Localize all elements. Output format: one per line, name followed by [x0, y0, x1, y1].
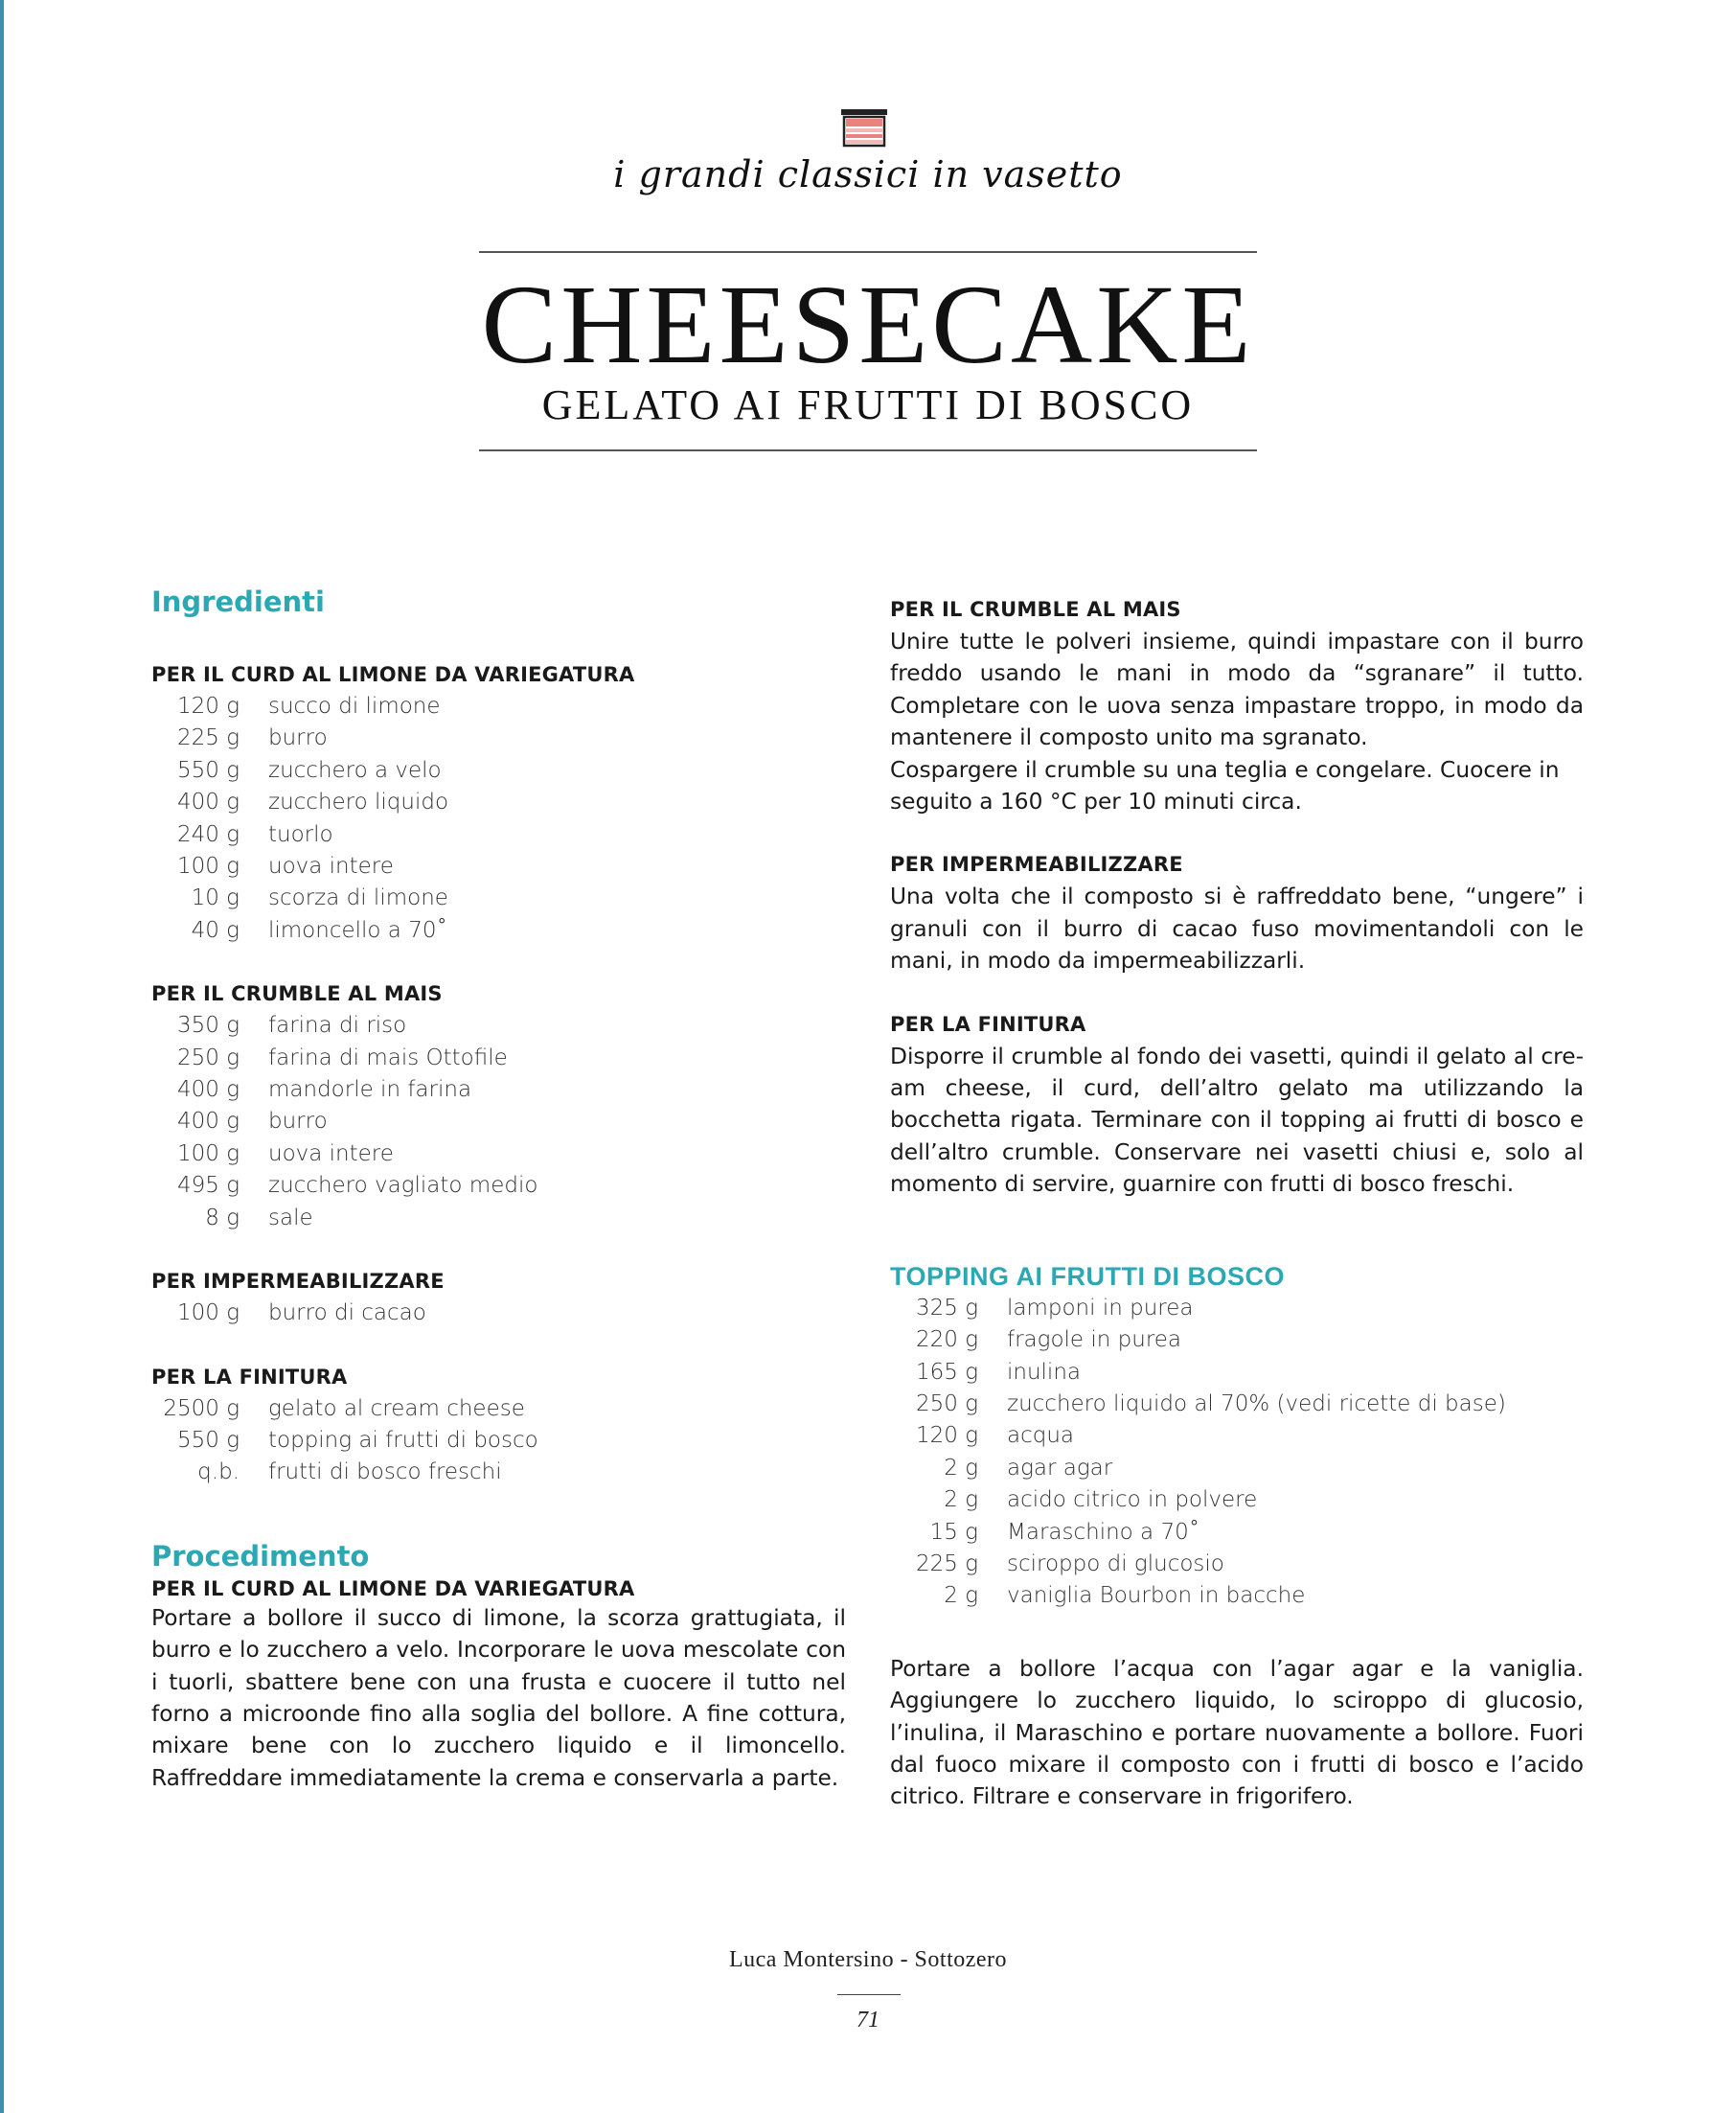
- step-title: PER IMPERMEABILIZZARE: [890, 853, 1183, 877]
- ingredient-quantity: 40 g: [191, 917, 240, 943]
- ingredient-row: [151, 1457, 846, 1488]
- ingredient-row: [151, 691, 846, 723]
- ingredient-quantity: 240 g: [176, 821, 240, 847]
- ingredient-row: [890, 1549, 1584, 1580]
- ingredient-row: [151, 1170, 846, 1202]
- ingredient-name: burro: [268, 1109, 328, 1135]
- right-column: [890, 594, 1584, 1813]
- footer-credit: Luca Montersino - Sottozero: [728, 1947, 1008, 1972]
- ingredients-heading: Ingredienti: [151, 586, 325, 618]
- step-title: PER IL CURD AL LIMONE DA VARIEGATURA: [151, 1576, 635, 1600]
- ingredient-quantity: 495 g: [176, 1173, 240, 1199]
- ingredient-name: uova intere: [268, 1140, 394, 1166]
- ingredient-name: zucchero liquido: [268, 790, 449, 815]
- series-title: i grandi classici in vasetto: [613, 153, 1123, 195]
- ingredient-row: [890, 1580, 1584, 1612]
- ingredient-name: fragole in purea: [1007, 1327, 1182, 1353]
- topping-text: Portare a bollore l’acqua con l’agar agar e la vaniglia. Aggiungere lo zucchero liquido, lo sciroppo di glucosio, l’inulina, il Maraschino e portare nuovamente a bollore. Fuori dal fuoco mixare il composto con i frutti di bosco e l’acido citrico. Filtrare e conservare in frigorifero.: [890, 1655, 1584, 1810]
- cake-jar-icon: [835, 105, 893, 151]
- ingredient-name: sale: [268, 1205, 313, 1230]
- section-title: PER IMPERMEABILIZZARE: [151, 1270, 445, 1294]
- ingredient-row: [151, 1138, 846, 1170]
- ingredient-list: [151, 691, 846, 947]
- ingredient-quantity: 165 g: [915, 1359, 978, 1385]
- ingredient-quantity: 2 g: [944, 1487, 978, 1513]
- step-title: PER LA FINITURA: [890, 1012, 1086, 1036]
- ingredient-row: [890, 1517, 1584, 1549]
- step-text: Una volta che il composto si è raffreddato bene, “ungere” i granuli con il burro di cacao fuso movimentandoli con le mani, in modo da impermeabilizzarli.: [890, 884, 1584, 975]
- ingredient-name: farina di mais Ottofile: [268, 1045, 508, 1070]
- ingredient-quantity: 220 g: [915, 1327, 978, 1353]
- recipe-title: CHEESECAKE: [481, 262, 1255, 387]
- ingredient-quantity: 250 g: [176, 1045, 240, 1070]
- ingredient-name: tuorlo: [268, 821, 333, 847]
- ingredient-name: lamponi in purea: [1007, 1295, 1194, 1321]
- ingredient-quantity: 2 g: [944, 1583, 978, 1609]
- title-bottom-rule: [479, 449, 1257, 451]
- ingredient-quantity: q.b.: [197, 1459, 240, 1485]
- ingredient-name: vaniglia Bourbon in bacche: [1007, 1583, 1306, 1609]
- ingredient-row: [151, 1425, 846, 1457]
- ingredient-quantity: 400 g: [176, 790, 240, 815]
- ingredient-name: burro: [268, 725, 328, 751]
- ingredient-row: [151, 1074, 846, 1106]
- ingredient-row: [890, 1420, 1584, 1452]
- section-title: PER IL CURD AL LIMONE DA VARIEGATURA: [151, 663, 635, 686]
- ingredient-quantity: 350 g: [176, 1013, 240, 1039]
- ingredient-quantity: 400 g: [176, 1077, 240, 1103]
- ingredient-quantity: 120 g: [176, 694, 240, 719]
- ingredient-name: acqua: [1007, 1423, 1075, 1449]
- ingredient-name: zucchero a velo: [268, 757, 442, 783]
- ingredient-row: [151, 915, 846, 947]
- ingredient-name: zucchero vagliato medio: [268, 1173, 538, 1199]
- ingredient-row: [151, 851, 846, 883]
- ingredient-quantity: 225 g: [176, 725, 240, 751]
- left-column: [151, 583, 846, 1794]
- ingredient-name: frutti di bosco freschi: [268, 1459, 502, 1485]
- step-text: Cospargere il crumble su una teglia e congelare. Cuocere in seguito a 160 °C per 10 minuti circa.: [890, 756, 1560, 815]
- ingredient-name: sciroppo di glucosio: [1007, 1550, 1224, 1576]
- ingredient-row: [151, 1393, 846, 1425]
- ingredient-name: inulina: [1007, 1359, 1081, 1385]
- ingredient-quantity: 2 g: [944, 1455, 978, 1481]
- footer-rule: [837, 1994, 901, 1995]
- ingredient-quantity: 10 g: [191, 885, 240, 911]
- ingredient-name: succo di limone: [268, 694, 441, 719]
- ingredient-quantity: 250 g: [915, 1390, 978, 1416]
- page-number: 71: [857, 2008, 879, 2033]
- step-text: Unire tutte le polveri insieme, quindi impastare con il burro freddo usando le mani in modo da “sgranare” il tutto. Completare con le uova senza impastare troppo, in modo da mantenere il composto unito ma sgranato.: [890, 629, 1584, 751]
- ingredient-quantity: 8 g: [205, 1205, 240, 1230]
- ingredient-row: [151, 755, 846, 787]
- ingredient-quantity: 550 g: [176, 757, 240, 783]
- ingredient-row: [151, 1106, 846, 1137]
- ingredient-row: [890, 1453, 1584, 1484]
- ingredient-quantity: 400 g: [176, 1109, 240, 1135]
- ingredient-row: [151, 1203, 846, 1234]
- ingredient-row: [151, 723, 846, 754]
- ingredient-quantity: 550 g: [176, 1427, 240, 1453]
- ingredient-quantity: 100 g: [176, 854, 240, 880]
- ingredient-list: [151, 1393, 846, 1489]
- section-title: PER IL CRUMBLE AL MAIS: [151, 982, 443, 1006]
- ingredient-row: [151, 1010, 846, 1042]
- ingredient-name: gelato al cream cheese: [268, 1395, 525, 1421]
- ingredient-quantity: 225 g: [915, 1550, 978, 1576]
- ingredient-row: [151, 819, 846, 851]
- ingredient-name: zucchero liquido al 70% (vedi ricette di base): [1007, 1390, 1506, 1416]
- topping-heading: TOPPING AI FRUTTI DI BOSCO: [890, 1261, 1286, 1291]
- ingredient-quantity: 100 g: [176, 1140, 240, 1166]
- procedure-heading: Procedimento: [151, 1539, 370, 1573]
- topping-list: [890, 1293, 1584, 1613]
- ingredient-name: limoncello a 70˚: [268, 917, 447, 943]
- ingredient-name: burro di cacao: [268, 1300, 426, 1326]
- ingredient-list: [151, 1298, 846, 1329]
- ingredient-name: acido citrico in polvere: [1007, 1487, 1258, 1513]
- ingredient-quantity: 325 g: [915, 1295, 978, 1321]
- ingredient-row: [890, 1389, 1584, 1420]
- ingredient-name: agar agar: [1007, 1455, 1113, 1481]
- ingredient-row: [151, 883, 846, 914]
- ingredient-row: [890, 1324, 1584, 1356]
- recipe-subtitle: GELATO AI FRUTTI DI BOSCO: [541, 381, 1195, 428]
- ingredient-row: [151, 787, 846, 818]
- ingredient-name: farina di riso: [268, 1013, 407, 1039]
- ingredient-quantity: 100 g: [176, 1300, 240, 1326]
- section-title: PER LA FINITURA: [151, 1365, 348, 1389]
- ingredient-quantity: 15 g: [929, 1519, 978, 1545]
- ingredient-quantity: 2500 g: [163, 1395, 240, 1421]
- ingredient-name: uova intere: [268, 854, 394, 880]
- ingredient-name: mandorle in farina: [268, 1077, 472, 1103]
- ingredient-row: [151, 1043, 846, 1074]
- step-text: Portare a bollore il succo di limone, la scorza grattugiata, il burro e lo zucchero a velo. Incorporare le uova mescolate con i tuorli, sbattere bene con una frusta e cuocere il tutto nel forno a microonde fino alla soglia del bollore. A fine cottura, mixare bene con lo zucchero liquido e il limoncello. Raffreddare immediatamente la crema e conservarla a parte.: [151, 1604, 846, 1791]
- ingredient-row: [890, 1293, 1584, 1324]
- step-text: Disporre il crumble al fondo dei vasetti, quindi il gelato al cream cheese, il curd, dell’altro gelato ma utilizzando la bocchetta rigata. Terminare con il topping ai frutti di bosco e dell’altro crumble. Conservare nei vasetti chiusi e, solo al momento di servire, guarnire con frutti di bosco freschi.: [890, 1043, 1584, 1198]
- step-title: PER IL CRUMBLE AL MAIS: [890, 598, 1181, 621]
- ingredient-row: [890, 1484, 1584, 1516]
- ingredient-row: [151, 1298, 846, 1329]
- title-top-rule: [479, 251, 1257, 253]
- ingredient-list: [151, 1010, 846, 1234]
- ingredient-name: Maraschino a 70˚: [1007, 1519, 1200, 1545]
- ingredient-name: scorza di limone: [268, 885, 448, 911]
- ingredient-name: topping ai frutti di bosco: [268, 1427, 538, 1453]
- ingredient-row: [890, 1357, 1584, 1389]
- ingredient-quantity: 120 g: [915, 1423, 978, 1449]
